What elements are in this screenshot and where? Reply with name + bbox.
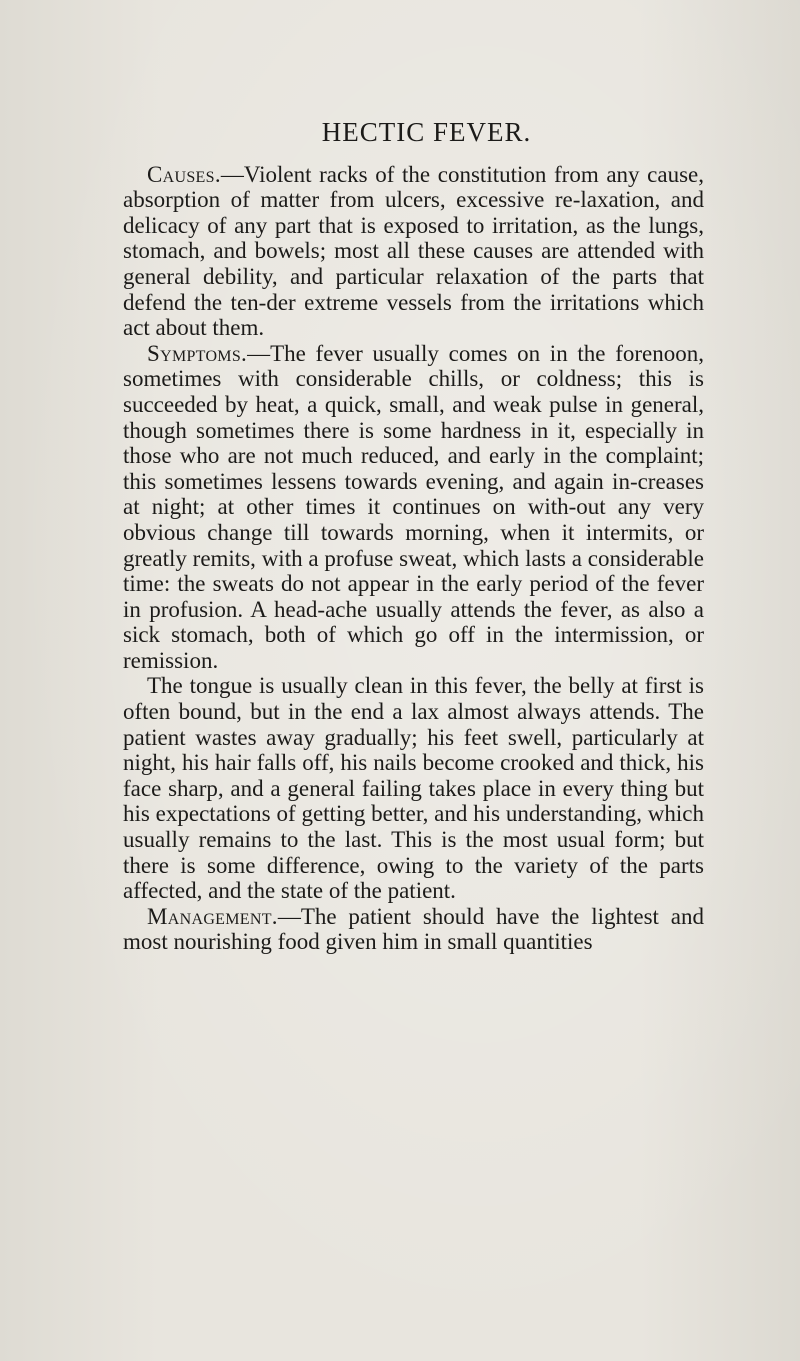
tongue-paragraph	[123, 673, 704, 903]
text-block	[123, 117, 704, 955]
tongue-text: The tongue is usually clean in this fever, the belly at first is often bound, but in the end a lax almost always attends. The patient wastes away gradually; his feet swell, particularly at night, his hair falls off, his nails become crooked and thick, his face sharp, and a general failing takes place in every thing but his expectations of getting better, and his understanding, which usually remains to the last. This is the most usual form; but there is some difference, owing to the variety of the parts affected, and the state of the patient.	[123, 673, 704, 904]
symptoms-text: —The fever usually comes on in the forenoon, sometimes with considerable chills, or coldness; this is succeeded by heat, a quick, small, and weak pulse in general, though sometimes there is some hardness in it, especially in those who are not much reduced, and early in the complaint; this sometimes lessens towards evening, and again in-creases at night; at other times it continues on with-out any very obvious change till towards morning, when it intermits, or greatly remits, with a profuse sweat, which lasts a considerable time: the sweats do not appear in the early period of the fever in profusion. A head-ache usually attends the fever, as also a sick stomach, both of which go off in the intermission, or remission.	[123, 340, 704, 673]
causes-paragraph	[123, 162, 704, 341]
management-text: —The patient should have the lightest and most nourishing food given him in small quantities	[123, 903, 704, 955]
page-title: HECTIC FEVER.	[321, 117, 532, 147]
symptoms-paragraph	[123, 341, 704, 674]
management-heading: Management.	[147, 903, 278, 929]
causes-heading: Causes.	[147, 161, 221, 187]
management-paragraph	[123, 904, 704, 955]
causes-text: —Violent racks of the constitution from any cause, absorption of matter from ulcers, excessive re-laxation, and delicacy of any part that is exposed to irritation, as the lungs, stomach, and bowels; most all these causes are attended with general debility, and particular relaxation of the parts that defend the ten-der extreme vessels from the irritations which act about them.	[123, 161, 704, 341]
symptoms-heading: Symptoms.	[147, 340, 248, 366]
